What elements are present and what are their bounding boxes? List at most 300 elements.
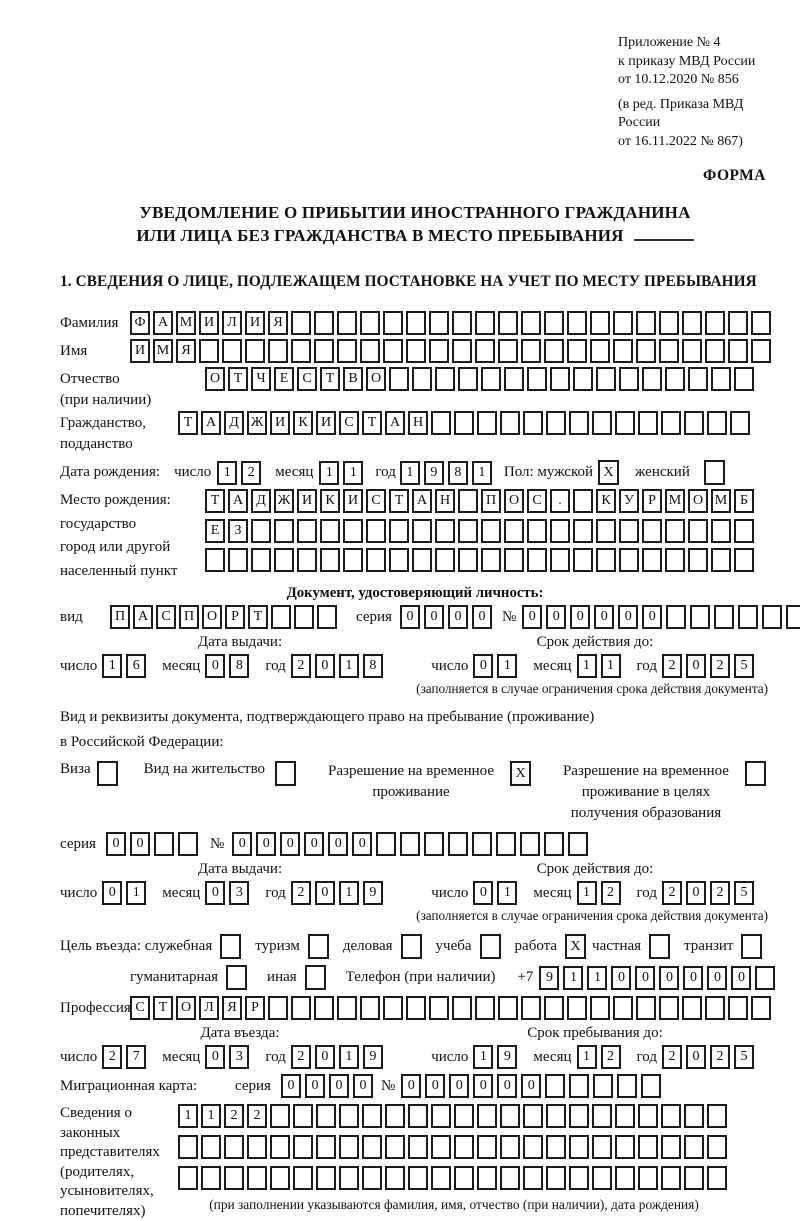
stay-year	[662, 1045, 758, 1069]
char-box: С	[130, 996, 150, 1020]
birth-place-label-4: населенный пункт	[60, 560, 205, 584]
char-box	[707, 1135, 727, 1159]
char-box	[521, 996, 541, 1020]
char-box	[711, 519, 731, 543]
entry-year	[291, 1045, 387, 1069]
char-box	[567, 311, 587, 335]
char-box	[270, 1135, 290, 1159]
char-box: Л	[199, 996, 219, 1020]
char-box	[615, 411, 635, 435]
char-box: 1	[343, 461, 363, 485]
char-box	[498, 311, 518, 335]
permit-number-field	[232, 832, 592, 856]
doc-valid-date	[431, 654, 758, 678]
char-box	[178, 1166, 198, 1190]
doc-number-field	[522, 605, 800, 629]
phone-label: Телефон (при наличии)	[346, 969, 496, 986]
permit-issue-date	[60, 881, 387, 905]
char-box	[293, 1166, 313, 1190]
char-box: И	[130, 339, 150, 363]
char-box	[688, 367, 708, 391]
char-box	[475, 311, 495, 335]
char-box	[500, 1104, 520, 1128]
temp-residence-edu-checkbox	[745, 761, 766, 786]
char-box	[297, 519, 317, 543]
char-box	[271, 605, 291, 629]
char-box	[550, 367, 570, 391]
month-label: месяц	[162, 1049, 200, 1066]
char-box	[406, 339, 426, 363]
char-box	[205, 548, 225, 572]
representatives-label-line: законных	[60, 1124, 178, 1144]
surname-label: Фамилия	[60, 315, 130, 332]
char-box	[362, 1135, 382, 1159]
char-box	[383, 996, 403, 1020]
char-box: 5	[734, 1045, 754, 1069]
birth-place-labels	[60, 489, 205, 583]
char-box	[569, 1104, 589, 1128]
char-box	[291, 311, 311, 335]
char-box	[383, 339, 403, 363]
phone-field	[539, 966, 779, 990]
citizenship-field	[178, 411, 753, 435]
char-box	[314, 996, 334, 1020]
visa-option	[60, 761, 118, 786]
char-box: Т	[389, 489, 409, 513]
char-box	[596, 367, 616, 391]
char-box: 0	[401, 1074, 421, 1098]
permit-series-field	[106, 832, 202, 856]
char-box: К	[596, 489, 616, 513]
char-box	[314, 311, 334, 335]
char-box	[199, 339, 219, 363]
char-box: 0	[472, 605, 492, 629]
appendix-line: от 10.12.2020 № 856	[618, 71, 770, 90]
profession-field	[130, 996, 774, 1020]
char-box: 1	[601, 654, 621, 678]
char-box	[504, 367, 524, 391]
stay-month	[577, 1045, 625, 1069]
char-box: 0	[281, 1074, 301, 1098]
char-box	[385, 1135, 405, 1159]
profession-label: Профессия	[60, 1000, 130, 1017]
char-box: 1	[563, 966, 583, 990]
char-box: И	[297, 489, 317, 513]
char-box	[362, 1166, 382, 1190]
char-box	[613, 996, 633, 1020]
representatives-row-1	[178, 1104, 730, 1128]
birth-place-label-2: государство	[60, 513, 205, 537]
char-box	[636, 996, 656, 1020]
sex-male-label: Пол: мужской	[504, 464, 593, 481]
char-box: 8	[448, 461, 468, 485]
permit-valid-month	[577, 881, 625, 905]
permit-valid-date	[431, 881, 758, 905]
char-box: .	[550, 489, 570, 513]
char-box	[431, 1166, 451, 1190]
char-box: Е	[205, 519, 225, 543]
char-box	[316, 1166, 336, 1190]
appendix-line: к приказу МВД России	[618, 53, 770, 72]
char-box: 0	[328, 832, 348, 856]
char-box	[521, 339, 541, 363]
char-box: 1	[339, 654, 359, 678]
purpose-other-checkbox	[305, 965, 326, 990]
char-box: 0	[659, 966, 679, 990]
char-box: 2	[710, 881, 730, 905]
char-box	[389, 548, 409, 572]
char-box: 2	[224, 1104, 244, 1128]
char-box	[544, 311, 564, 335]
char-box	[472, 832, 492, 856]
purpose-business-checkbox	[401, 934, 422, 959]
month-label: месяц	[162, 658, 200, 675]
char-box	[431, 411, 451, 435]
char-box	[435, 548, 455, 572]
char-box: 0	[635, 966, 655, 990]
char-box: О	[366, 367, 386, 391]
purpose-private-label: частная	[592, 938, 641, 955]
char-box	[504, 548, 524, 572]
char-box: К	[293, 411, 313, 435]
sex-male-checkbox: X	[598, 460, 619, 485]
char-box	[458, 489, 478, 513]
entry-purpose-row	[60, 934, 770, 959]
char-box: О	[205, 367, 225, 391]
char-box	[714, 605, 734, 629]
char-box: 0	[611, 966, 631, 990]
given-name-field	[130, 339, 774, 363]
char-box: 0	[686, 881, 706, 905]
char-box	[251, 548, 271, 572]
citizenship-row	[60, 411, 770, 435]
char-box	[500, 1135, 520, 1159]
char-box: 0	[686, 654, 706, 678]
citizenship-label-2: подданство	[60, 436, 770, 453]
entry-month	[205, 1045, 253, 1069]
char-box	[366, 548, 386, 572]
char-box: Я	[222, 996, 242, 1020]
char-box	[500, 411, 520, 435]
char-box	[498, 339, 518, 363]
char-box	[613, 339, 633, 363]
char-box	[458, 519, 478, 543]
month-label: месяц	[533, 885, 571, 902]
char-box	[408, 1135, 428, 1159]
purpose-work-checkbox: X	[565, 934, 586, 959]
char-box: 0	[521, 1074, 541, 1098]
char-box: 2	[662, 1045, 682, 1069]
char-box: 9	[539, 966, 559, 990]
char-box	[481, 548, 501, 572]
char-box	[337, 339, 357, 363]
char-box	[682, 339, 702, 363]
doc-dates-headers	[60, 634, 770, 651]
char-box: 2	[601, 881, 621, 905]
char-box: 1	[473, 1045, 493, 1069]
char-box: Т	[248, 605, 268, 629]
char-box: 3	[229, 881, 249, 905]
char-box: М	[711, 489, 731, 513]
char-box: 0	[473, 654, 493, 678]
char-box: 0	[205, 881, 225, 905]
patronymic-row	[60, 367, 770, 391]
year-label: год	[637, 1049, 657, 1066]
char-box	[665, 367, 685, 391]
char-box: Т	[320, 367, 340, 391]
purpose-work-label: работа	[515, 938, 558, 955]
char-box: 2	[710, 654, 730, 678]
char-box	[751, 339, 771, 363]
char-box: И	[199, 311, 219, 335]
title-line-2: ИЛИ ЛИЦА БЕЗ ГРАЖДАНСТВА В МЕСТО ПРЕБЫВАНИЯ	[60, 224, 770, 247]
temp-residence-label: Разрешение на временное проживание	[322, 761, 500, 803]
char-box	[481, 519, 501, 543]
char-box: П	[179, 605, 199, 629]
char-box	[527, 519, 547, 543]
char-box: П	[481, 489, 501, 513]
char-box	[406, 311, 426, 335]
char-box	[661, 1135, 681, 1159]
char-box	[734, 548, 754, 572]
char-box	[297, 548, 317, 572]
char-box	[360, 311, 380, 335]
char-box	[659, 339, 679, 363]
char-box	[590, 311, 610, 335]
doc-valid-day	[473, 654, 521, 678]
appendix-note	[618, 34, 770, 151]
char-box	[523, 1166, 543, 1190]
char-box	[546, 411, 566, 435]
char-box	[734, 519, 754, 543]
doc-valid-month	[577, 654, 625, 678]
char-box	[705, 996, 725, 1020]
char-box	[638, 1166, 658, 1190]
char-box	[270, 1166, 290, 1190]
month-label: месяц	[533, 658, 571, 675]
char-box: Я	[268, 311, 288, 335]
given-name-label: Имя	[60, 343, 130, 360]
char-box: И	[270, 411, 290, 435]
representatives-note: (при заполнении указываются фамилия, имя, отчество (при наличии), дата рождения)	[178, 1197, 730, 1213]
char-box	[178, 832, 198, 856]
char-box: 0	[280, 832, 300, 856]
char-box	[690, 605, 710, 629]
char-box: Т	[178, 411, 198, 435]
char-box	[337, 996, 357, 1020]
doc-type-field	[110, 605, 340, 629]
month-label: месяц	[162, 885, 200, 902]
char-box: 1	[577, 1045, 597, 1069]
char-box	[317, 605, 337, 629]
doc-series-field	[400, 605, 496, 629]
char-box	[504, 519, 524, 543]
char-box	[688, 519, 708, 543]
migration-card-row	[60, 1074, 770, 1098]
char-box	[527, 367, 547, 391]
char-box	[617, 1074, 637, 1098]
char-box: 2	[291, 1045, 311, 1069]
char-box: А	[385, 411, 405, 435]
stay-until-date	[431, 1045, 758, 1069]
char-box	[412, 548, 432, 572]
char-box: 0	[315, 654, 335, 678]
char-box	[544, 832, 564, 856]
sex-female-label: женский	[635, 464, 690, 481]
char-box: Е	[274, 367, 294, 391]
surname-field	[130, 311, 774, 335]
purpose-private-checkbox	[649, 934, 670, 959]
char-box	[596, 519, 616, 543]
char-box	[429, 311, 449, 335]
char-box: 6	[126, 654, 146, 678]
purpose-study-checkbox	[480, 934, 501, 959]
char-box	[596, 548, 616, 572]
char-box	[293, 1135, 313, 1159]
char-box	[661, 1166, 681, 1190]
char-box: 2	[247, 1104, 267, 1128]
section1-heading: 1. СВЕДЕНИЯ О ЛИЦЕ, ПОДЛЕЖАЩЕМ ПОСТАНОВКЕ НА УЧЕТ ПО МЕСТУ ПРЕБЫВАНИЯ	[60, 273, 770, 291]
char-box	[786, 605, 800, 629]
entry-date	[60, 1045, 387, 1069]
char-box	[659, 996, 679, 1020]
char-box	[730, 411, 750, 435]
char-box	[636, 311, 656, 335]
char-box	[431, 1104, 451, 1128]
residence-permit-option	[144, 761, 296, 786]
char-box: 1	[102, 654, 122, 678]
char-box	[728, 996, 748, 1020]
char-box	[527, 548, 547, 572]
char-box	[661, 1104, 681, 1128]
char-box	[385, 1166, 405, 1190]
char-box: М	[665, 489, 685, 513]
patronymic-label: Отчество	[60, 371, 205, 388]
mig-series-label: серия	[235, 1078, 271, 1095]
char-box	[619, 367, 639, 391]
char-box	[638, 1135, 658, 1159]
char-box: Т	[205, 489, 225, 513]
patronymic-field	[205, 367, 757, 391]
char-box: 2	[662, 881, 682, 905]
char-box	[641, 1074, 661, 1098]
char-box	[360, 996, 380, 1020]
day-label: число	[174, 464, 211, 481]
char-box	[728, 311, 748, 335]
char-box: О	[504, 489, 524, 513]
char-box	[659, 311, 679, 335]
birth-place-fields	[205, 489, 757, 583]
char-box	[682, 311, 702, 335]
char-box: 0	[425, 1074, 445, 1098]
char-box: И	[316, 411, 336, 435]
char-box	[477, 411, 497, 435]
year-label: год	[637, 885, 657, 902]
char-box	[477, 1135, 497, 1159]
char-box: А	[228, 489, 248, 513]
char-box: 0	[329, 1074, 349, 1098]
char-box: 0	[522, 605, 542, 629]
char-box	[705, 339, 725, 363]
char-box	[316, 1104, 336, 1128]
char-box: 9	[363, 1045, 383, 1069]
char-box	[592, 411, 612, 435]
char-box	[592, 1166, 612, 1190]
char-box	[546, 1104, 566, 1128]
char-box	[291, 339, 311, 363]
char-box	[201, 1166, 221, 1190]
representatives-label-line: (родителях,	[60, 1163, 178, 1183]
char-box: Р	[225, 605, 245, 629]
char-box	[665, 519, 685, 543]
birth-place-label-3: город или другой	[60, 536, 205, 560]
char-box	[523, 411, 543, 435]
char-box	[711, 548, 731, 572]
char-box: 1	[178, 1104, 198, 1128]
char-box	[274, 548, 294, 572]
char-box	[293, 1104, 313, 1128]
char-box: М	[176, 311, 196, 335]
char-box: 1	[400, 461, 420, 485]
char-box	[684, 1104, 704, 1128]
char-box: Т	[228, 367, 248, 391]
char-box	[362, 1104, 382, 1128]
char-box: С	[366, 489, 386, 513]
char-box	[762, 605, 782, 629]
char-box	[154, 832, 174, 856]
representatives-label-line: Сведения о	[60, 1104, 178, 1124]
given-name-row	[60, 339, 770, 363]
doc-number-label: №	[502, 609, 516, 626]
char-box: 0	[546, 605, 566, 629]
char-box	[452, 339, 472, 363]
doc-valid-until-header: Срок действия до:	[420, 634, 770, 651]
char-box	[707, 1104, 727, 1128]
permit-series-label: серия	[60, 836, 96, 853]
char-box	[477, 1166, 497, 1190]
char-box: 7	[126, 1045, 146, 1069]
char-box	[569, 1135, 589, 1159]
year-label: год	[265, 885, 285, 902]
char-box	[665, 548, 685, 572]
day-label: число	[431, 658, 468, 675]
char-box: З	[228, 519, 248, 543]
char-box	[458, 367, 478, 391]
purpose-tourism-checkbox	[308, 934, 329, 959]
visa-label: Виза	[60, 761, 91, 778]
amendment-line: (в ред. Приказа МВД России	[618, 96, 770, 133]
char-box: Т	[153, 996, 173, 1020]
char-box	[569, 1166, 589, 1190]
temp-residence-edu-label: Разрешение на временное проживание в целях получения образования	[557, 761, 735, 824]
char-box: 0	[315, 1045, 335, 1069]
char-box	[755, 966, 775, 990]
doc-issue-month	[205, 654, 253, 678]
char-box: 0	[352, 832, 372, 856]
char-box: 1	[126, 881, 146, 905]
char-box: 0	[400, 605, 420, 629]
char-box	[454, 1135, 474, 1159]
char-box	[590, 339, 610, 363]
char-box	[452, 311, 472, 335]
char-box	[343, 519, 363, 543]
char-box	[705, 311, 725, 335]
appendix-line: Приложение № 4	[618, 34, 770, 53]
char-box	[638, 411, 658, 435]
char-box: Н	[435, 489, 455, 513]
doc-issue-date-header: Дата выдачи:	[60, 634, 420, 651]
char-box: Ф	[130, 311, 150, 335]
